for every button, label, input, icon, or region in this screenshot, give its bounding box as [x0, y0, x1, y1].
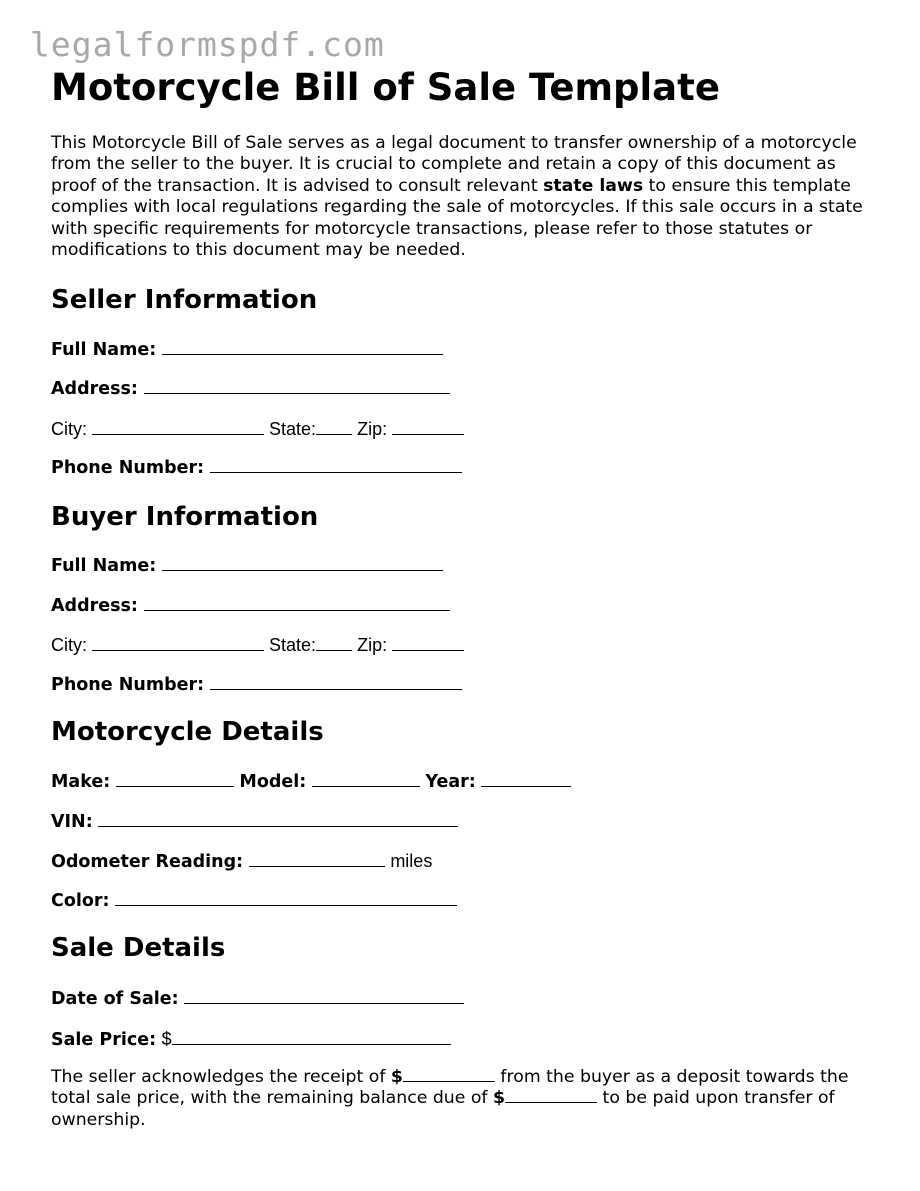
sale-price-dollar: $ — [161, 1029, 172, 1049]
color-row — [51, 890, 457, 912]
buyer-phone-field[interactable] — [210, 674, 462, 690]
deposit-dollar: $ — [390, 1067, 403, 1087]
seller-address-field[interactable] — [144, 378, 450, 394]
seller-full-name-label: Full Name: — [51, 340, 157, 360]
date-of-sale-row — [51, 988, 464, 1010]
seller-address-row — [51, 378, 450, 400]
vin-field[interactable] — [98, 811, 458, 827]
buyer-phone-label: Phone Number: — [51, 675, 205, 695]
seller-full-name-row — [51, 339, 443, 361]
buyer-full-name-label: Full Name: — [51, 556, 157, 576]
seller-city-row — [51, 418, 464, 440]
acknowledgment-paragraph — [51, 1067, 881, 1131]
sale-price-label: Sale Price: — [51, 1030, 157, 1050]
intro-text-1: This Motorcycle Bill of Sale serves as a legal document to transfer ownership of a motorcycle from the seller to the buyer. It is crucial to complete and retain a copy of this document as proof of the transaction. It is advised to consult relevant — [51, 133, 857, 196]
buyer-address-row — [51, 595, 450, 617]
vin-row — [51, 811, 458, 833]
buyer-city-row — [51, 634, 464, 656]
deposit-amount-field[interactable] — [403, 1067, 495, 1082]
make-model-year-row — [51, 771, 571, 793]
ack-text-3: to be paid upon transfer of ownership. — [51, 1088, 835, 1130]
buyer-heading: Buyer Information — [51, 502, 319, 532]
sale-price-field[interactable] — [172, 1029, 451, 1045]
buyer-address-field[interactable] — [144, 595, 450, 611]
year-label: Year: — [425, 772, 476, 792]
buyer-phone-row — [51, 674, 462, 696]
ack-text-2: from the buyer as a deposit towards the total sale price, with the remaining balance due of — [51, 1067, 849, 1109]
intro-paragraph — [51, 133, 871, 261]
seller-zip-field[interactable] — [392, 419, 464, 435]
model-field[interactable] — [312, 771, 420, 787]
odometer-label: Odometer Reading: — [51, 852, 244, 872]
seller-phone-field[interactable] — [210, 457, 462, 473]
date-of-sale-field[interactable] — [184, 988, 464, 1004]
seller-full-name-field[interactable] — [162, 339, 443, 355]
buyer-city-label: City: — [51, 635, 87, 655]
intro-text-2: to ensure this template complies with local regulations regarding the sale of motorcycles. If this sale occurs in a state with specific requirements for motorcycle transactions, please refer to those statutes or modifications to this document may be needed. — [51, 175, 863, 261]
ack-text-1: The seller acknowledges the receipt of — [51, 1067, 391, 1087]
make-label: Make: — [51, 772, 111, 792]
buyer-address-label: Address: — [51, 596, 138, 616]
balance-dollar: $ — [493, 1088, 506, 1109]
buyer-full-name-row — [51, 555, 443, 577]
date-of-sale-label: Date of Sale: — [51, 989, 179, 1009]
buyer-zip-label: Zip: — [357, 635, 388, 655]
odometer-field[interactable] — [249, 851, 385, 867]
seller-state-field[interactable] — [316, 419, 352, 435]
buyer-full-name-field[interactable] — [162, 555, 443, 571]
sale-price-row — [51, 1028, 451, 1051]
watermark: legalformspdf.com — [30, 25, 385, 64]
buyer-state-field[interactable] — [316, 635, 352, 651]
vin-label: VIN: — [51, 812, 93, 832]
seller-zip-label: Zip: — [357, 419, 388, 439]
color-field[interactable] — [115, 890, 457, 906]
seller-heading: Seller Information — [51, 285, 318, 315]
buyer-state-label: State: — [269, 635, 317, 655]
document-title: Motorcycle Bill of Sale Template — [51, 66, 720, 109]
odometer-row — [51, 850, 432, 873]
sale-heading: Sale Details — [51, 933, 226, 963]
seller-city-label: City: — [51, 419, 87, 439]
year-field[interactable] — [481, 771, 571, 787]
buyer-city-field[interactable] — [92, 635, 264, 651]
balance-amount-field[interactable] — [505, 1088, 597, 1103]
intro-state-laws: state laws — [543, 175, 644, 196]
seller-phone-label: Phone Number: — [51, 458, 205, 478]
model-label: Model: — [239, 772, 307, 792]
make-field[interactable] — [116, 771, 234, 787]
seller-city-field[interactable] — [92, 419, 264, 435]
seller-phone-row — [51, 457, 462, 479]
motorcycle-heading: Motorcycle Details — [51, 717, 324, 747]
seller-state-label: State: — [269, 419, 317, 439]
seller-address-label: Address: — [51, 379, 138, 399]
color-label: Color: — [51, 891, 110, 911]
buyer-zip-field[interactable] — [392, 635, 464, 651]
miles-label: miles — [390, 851, 433, 871]
